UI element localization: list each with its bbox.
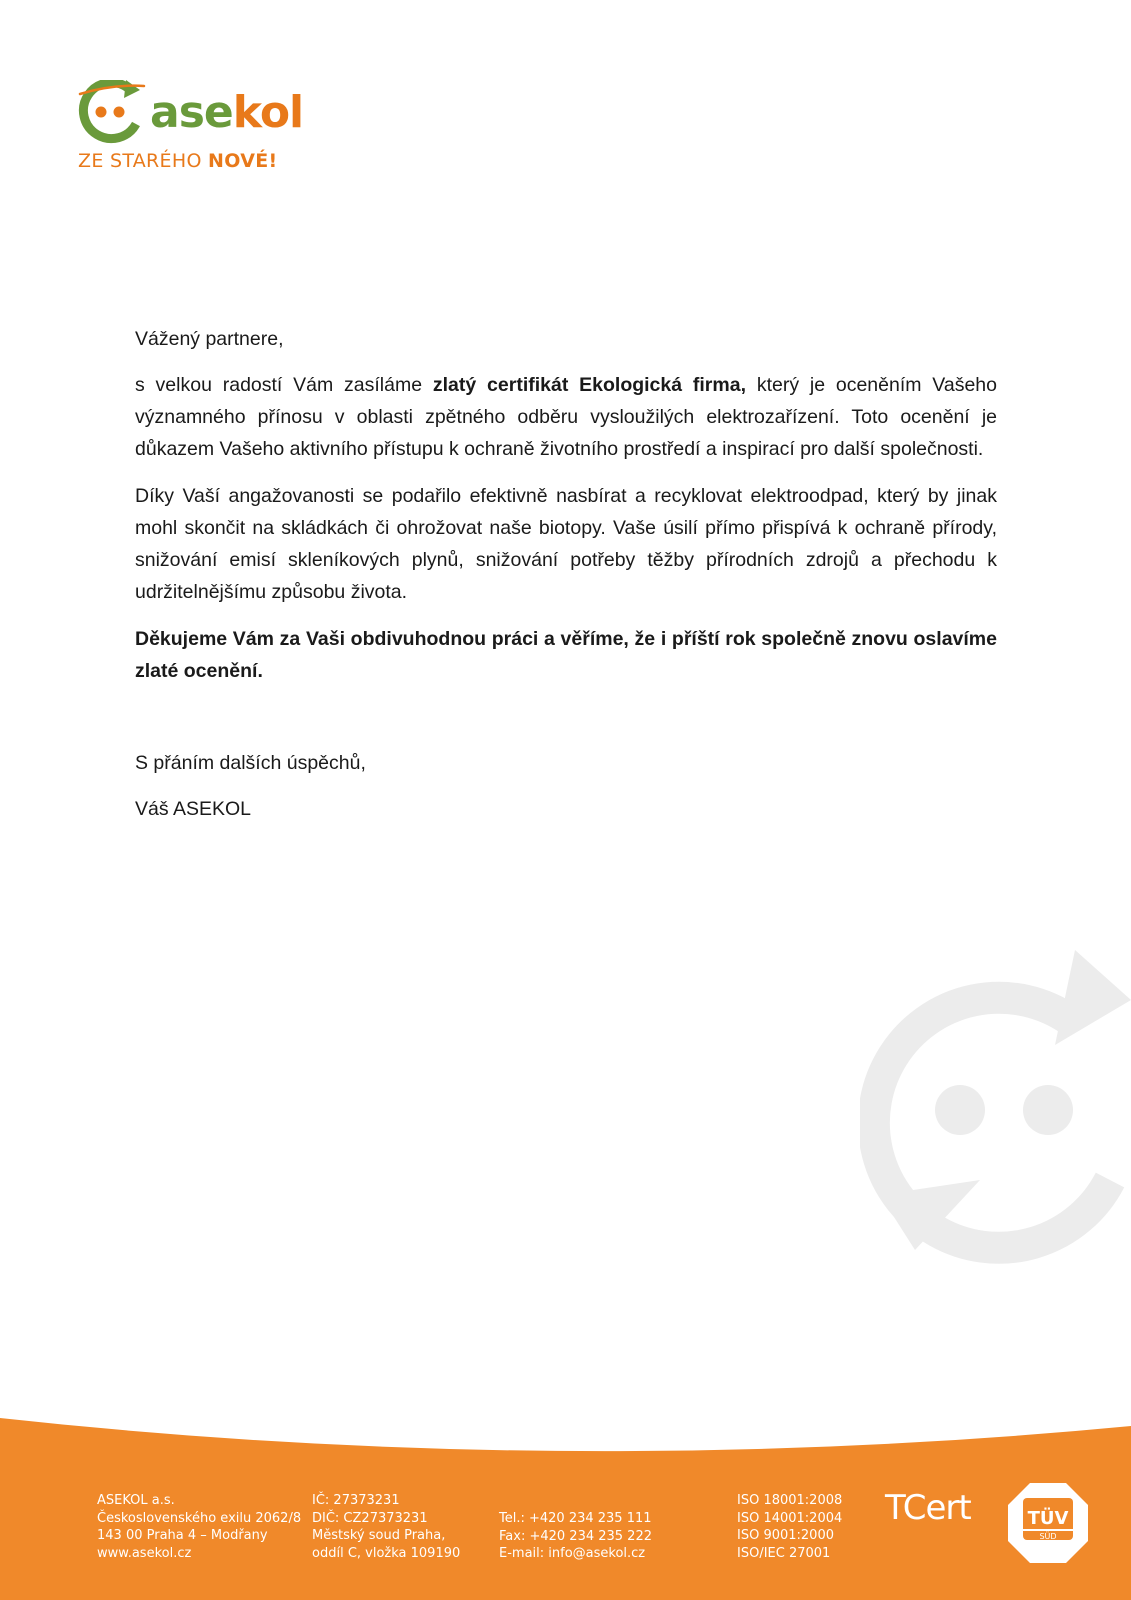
footer-company: ASEKOL a.s. Československého exilu 2062/8 143 00 Praha 4 – Modřany www.asekol.cz (97, 1493, 302, 1561)
email-link[interactable]: E-mail: info@asekol.cz (499, 1546, 646, 1561)
salutation: Vážený partnere, (135, 328, 284, 350)
footer-contact: Tel.: +420 234 235 111 Fax: +420 234 235 222 E-mail: info@asekol.cz (499, 1511, 652, 1561)
paragraph-3-thanks: Děkujeme Vám za Vaši obdivuhodnou práci a věříme, že i příští rok společně znovu oslavíme zlaté ocenění. (135, 628, 997, 682)
asekol-logo (78, 80, 304, 190)
logo-wordmark: asekol (150, 87, 304, 138)
tcert-logo: TCert (885, 1488, 971, 1528)
tuv-sud-logo (1005, 1480, 1091, 1566)
letter-body (135, 323, 997, 840)
footer (0, 1480, 1131, 1600)
paragraph-1: s velkou radostí Vám zasíláme zlatý certifikát Ekologická firma, který je oceněním Vašeho významného přínosu v oblasti zpětného odběru vysloužilých elektrozařízení. Toto ocenění je důkazem Vašeho aktivního přístupu k ochraně životního prostředí a inspirací pro další společnosti. (135, 374, 997, 460)
website-link[interactable]: www.asekol.cz (97, 1545, 192, 1561)
paragraph-2: Díky Vaší angažovanosti se podařilo efektivně nasbírat a recyklovat elektroodpad, který by jinak mohl skončit na skládkách či ohrožovat naše biotopy. Vaše úsilí přímo přispívá k ochraně přírody, snižování emisí skleníkových plynů, snižování potřeby těžby přírodních zdrojů a přechodu k udržitelnějšímu způsobu života. (135, 485, 997, 603)
tagline-swoosh (78, 80, 148, 100)
svg-text:TÜV: TÜV (1027, 1508, 1069, 1529)
watermark-recycle-face-icon (860, 950, 1131, 1280)
footer-iso: ISO 18001:2008 ISO 14001:2004 ISO 9001:2000 ISO/IEC 27001 (737, 1493, 843, 1561)
certificate-name: zlatý certifikát Ekologická firma, (432, 374, 747, 396)
closing: S přáním dalších úspěchů, (135, 752, 366, 774)
logo-tagline: ZE STARÉHO NOVÉ! (78, 150, 278, 172)
signature: Váš ASEKOL (135, 798, 251, 820)
footer-registry: IČ: 27373231 DIČ: CZ27373231 Městský soud Praha, oddíl C, vložka 109190 (312, 1493, 461, 1561)
svg-text:SÜD: SÜD (1039, 1532, 1057, 1541)
